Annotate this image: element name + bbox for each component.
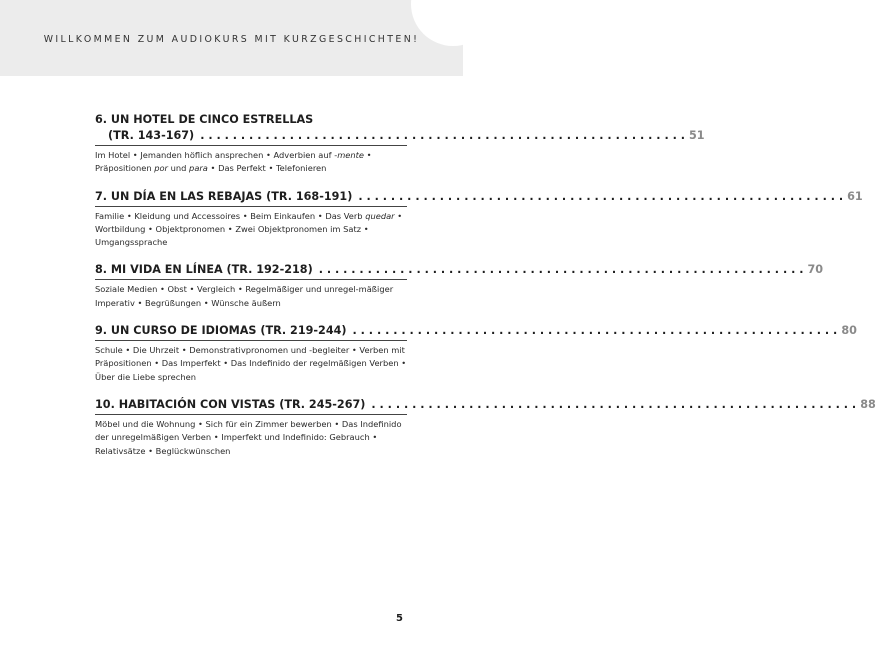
table-of-contents xyxy=(95,112,876,471)
toc-entry-description xyxy=(95,210,407,250)
toc-entry-description xyxy=(95,149,407,176)
description-text: Schule • Die Uhrzeit • Demonstrativpronomen und -begleiter • Verben mit Präpositionen • Das Imperfekt • Das Indefinido der regelmäßigen Verben • Über die Liebe sprechen xyxy=(95,345,407,382)
toc-entry-title: 7. UN DÍA EN LAS REBAJAS (TR. 168-191) xyxy=(95,189,353,203)
toc-entry-title: 6. UN HOTEL DE CINCO ESTRELLAS xyxy=(95,113,314,126)
dot-leader: . . . . . . . . . . . . . . . . . . . . . . . . . . . . . . . . . . . . . . . . . . . . . . . . . . . . . . . . . . . . xyxy=(352,324,838,338)
description-text: und xyxy=(167,163,190,174)
toc-entry-description xyxy=(95,344,407,384)
heading-underline-rule xyxy=(95,145,407,146)
italic-term: mente xyxy=(337,150,364,160)
description-text: Im Hotel • Jemanden höflich ansprechen • Adverbien auf - xyxy=(95,150,338,160)
description-text: • Das Perfekt • Telefonieren xyxy=(207,163,327,174)
toc-entry-title: (TR. 143-167) xyxy=(108,129,195,142)
toc-entry-heading xyxy=(95,189,863,205)
toc-entry-page-number: 61 xyxy=(847,189,863,203)
italic-term: quedar xyxy=(365,210,395,221)
toc-entry-title: 8. MI VIDA EN LÍNEA (TR. 192-218) xyxy=(95,263,313,277)
italic-term: por xyxy=(154,163,168,174)
toc-entry-description xyxy=(95,418,407,458)
toc-entry-page-number: 70 xyxy=(807,263,824,277)
toc-entry-heading xyxy=(95,112,407,128)
dot-leader: . . . . . . . . . . . . . . . . . . . . . . . . . . . . . . . . . . . . . . . . . . . . . . . . . . . . . . . . . . . . xyxy=(318,263,804,277)
toc-entry xyxy=(95,189,863,250)
description-text: • Präpositionen xyxy=(95,150,372,174)
toc-entry-heading xyxy=(95,262,824,278)
dot-leader: . . . . . . . . . . . . . . . . . . . . . . . . . . . . . . . . . . . . . . . . . . . . . . . . . . . . . . . . . . . . xyxy=(200,129,685,142)
page-header-band xyxy=(0,0,463,76)
toc-entry-heading xyxy=(95,397,876,413)
toc-entry xyxy=(95,112,705,176)
toc-entry-page-number: 51 xyxy=(688,129,705,142)
page-number: 5 xyxy=(396,613,403,624)
description-text: Familie • Kleidung und Accessoires • Beim Einkaufen • Das Verb xyxy=(95,210,366,221)
heading-underline-rule xyxy=(95,340,407,341)
toc-entry xyxy=(95,323,857,384)
toc-entry-title: 10. HABITACIÓN CON VISTAS (TR. 245-267) xyxy=(95,397,366,411)
running-header-title: WILLKOMMEN ZUM AUDIOKURS MIT KURZGESCHICHTEN! xyxy=(43,34,420,45)
toc-entry-description xyxy=(95,283,407,310)
description-text: • Wortbildung • Objektpronomen • Zwei Objektpronomen im Satz • Umgangssprache xyxy=(95,210,403,248)
heading-underline-rule xyxy=(95,414,407,415)
description-text: Soziale Medien • Obst • Vergleich • Regelmäßiger und unregel-mäßiger Imperativ • Begrüßungen • Wünsche äußern xyxy=(95,284,394,308)
dot-leader: . . . . . . . . . . . . . . . . . . . . . . . . . . . . . . . . . . . . . . . . . . . . . . . . . . . . . . . . . . . . xyxy=(371,397,857,411)
toc-entry-page-number: 80 xyxy=(841,324,857,338)
toc-entry-title: 9. UN CURSO DE IDIOMAS (TR. 219-244) xyxy=(95,324,347,338)
heading-underline-rule xyxy=(95,206,407,207)
heading-underline-rule xyxy=(95,279,407,280)
toc-entry xyxy=(95,262,824,310)
dot-leader: . . . . . . . . . . . . . . . . . . . . . . . . . . . . . . . . . . . . . . . . . . . . . . . . . . . . . . . . . . . . xyxy=(358,189,844,203)
toc-entry-heading xyxy=(95,323,857,339)
toc-entry xyxy=(95,397,876,458)
toc-entry-page-number: 88 xyxy=(860,397,876,411)
italic-term: para xyxy=(189,163,208,174)
toc-entry-heading xyxy=(95,128,705,144)
description-text: Möbel und die Wohnung • Sich für ein Zimmer bewerben • Das Indefinido der unregelmäßigen Verben • Imperfekt und Indefinido: Gebrauch • Relativsätze • Beglückwünschen xyxy=(95,418,402,456)
